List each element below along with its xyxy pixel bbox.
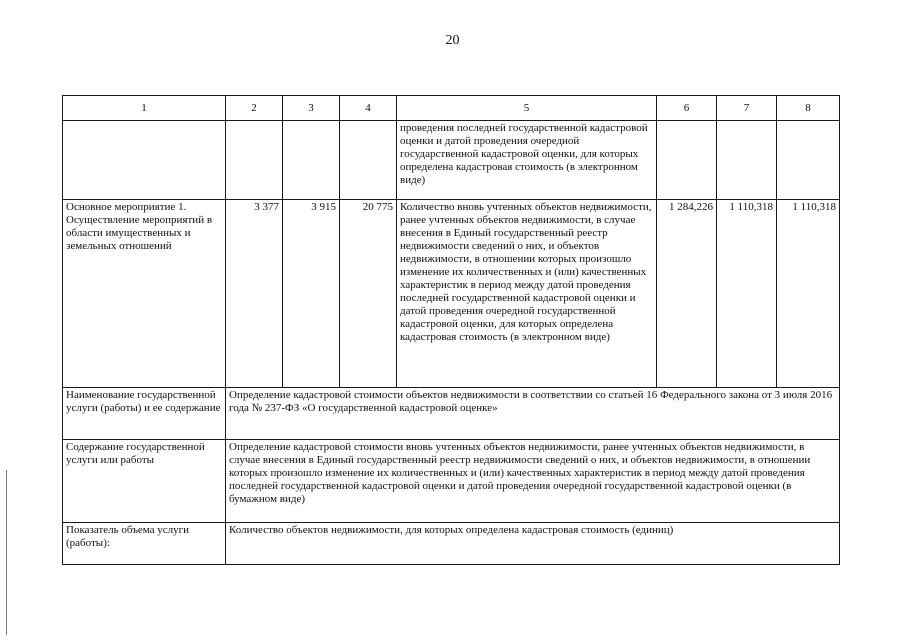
page-number: 20 [445,33,460,48]
volume-indicator-label: Показатель объема услуги (работы): [63,523,226,565]
header-cell: 1 [63,96,226,121]
volume-indicator-row [63,523,840,565]
service-content-value: Определение кадастровой стоимости вновь учтенных объектов недвижимости, ранее учтенных объектов недвижимости, в случае внесения в Единый государственный реестр недвижимости сведений о них, и объектов недвижимости, в отношении которых произошло изменение их количественных и (или) качественных характеристик в период между датой проведения последней государственной кадастровой оценки и датой проведения очередной государственной кадастровой оценки (в бумажном виде) [226,440,840,523]
header-cell: 6 [657,96,717,121]
table-cell [283,121,340,200]
table-cell [657,121,717,200]
volume-indicator-value: Количество объектов недвижимости, для которых определена кадастровая стоимость (единиц) [226,523,840,565]
header-cell: 3 [283,96,340,121]
value-col4: 20 775 [340,200,397,388]
service-content-row [63,440,840,523]
header-cell: 4 [340,96,397,121]
header-cell: 2 [226,96,283,121]
service-name-value: Определение кадастровой стоимости объектов недвижимости в соответствии со статьей 16 Федерального закона от 3 июля 2016 года № 237-ФЗ «О государственной кадастровой оценке» [226,388,840,440]
header-cell: 5 [397,96,657,121]
scan-margin-line [6,470,7,635]
state-program-table [62,95,840,565]
activity-name: Основное мероприятие 1. Осуществление мероприятий в области имущественных и земельных отношений [63,200,226,388]
header-cell: 7 [717,96,777,121]
header-cell: 8 [777,96,840,121]
table-cell [340,121,397,200]
value-col8: 1 110,318 [777,200,840,388]
continuation-row [63,121,840,200]
table-cell [226,121,283,200]
value-col3: 3 915 [283,200,340,388]
service-name-label: Наименование государственной услуги (работы) и ее содержание [63,388,226,440]
service-name-row [63,388,840,440]
indicator-text-continued: проведения последней государственной кадастровой оценки и датой проведения очередной государственной кадастровой оценки, для которых определена кадастровая стоимость (в электронном виде) [397,121,657,200]
table-cell [717,121,777,200]
table-cell [63,121,226,200]
service-content-label: Содержание государственной услуги или работы [63,440,226,523]
indicator-text: Количество вновь учтенных объектов недвижимости, ранее учтенных объектов недвижимости, в случае внесения в Единый государственный реестр недвижимости сведений о них, и объектов недвижимости, в отношении которых произошло изменение их количественных и (или) качественных характеристик в период между датой проведения последней государственной кадастровой оценки и датой проведения очередной государственной кадастровой оценки, для которых определена кадастровая стоимость (в электронном виде) [397,200,657,388]
main-activity-row [63,200,840,388]
value-col6: 1 284,226 [657,200,717,388]
value-col2: 3 377 [226,200,283,388]
value-col7: 1 110,318 [717,200,777,388]
table-cell [777,121,840,200]
header-row [63,96,840,121]
